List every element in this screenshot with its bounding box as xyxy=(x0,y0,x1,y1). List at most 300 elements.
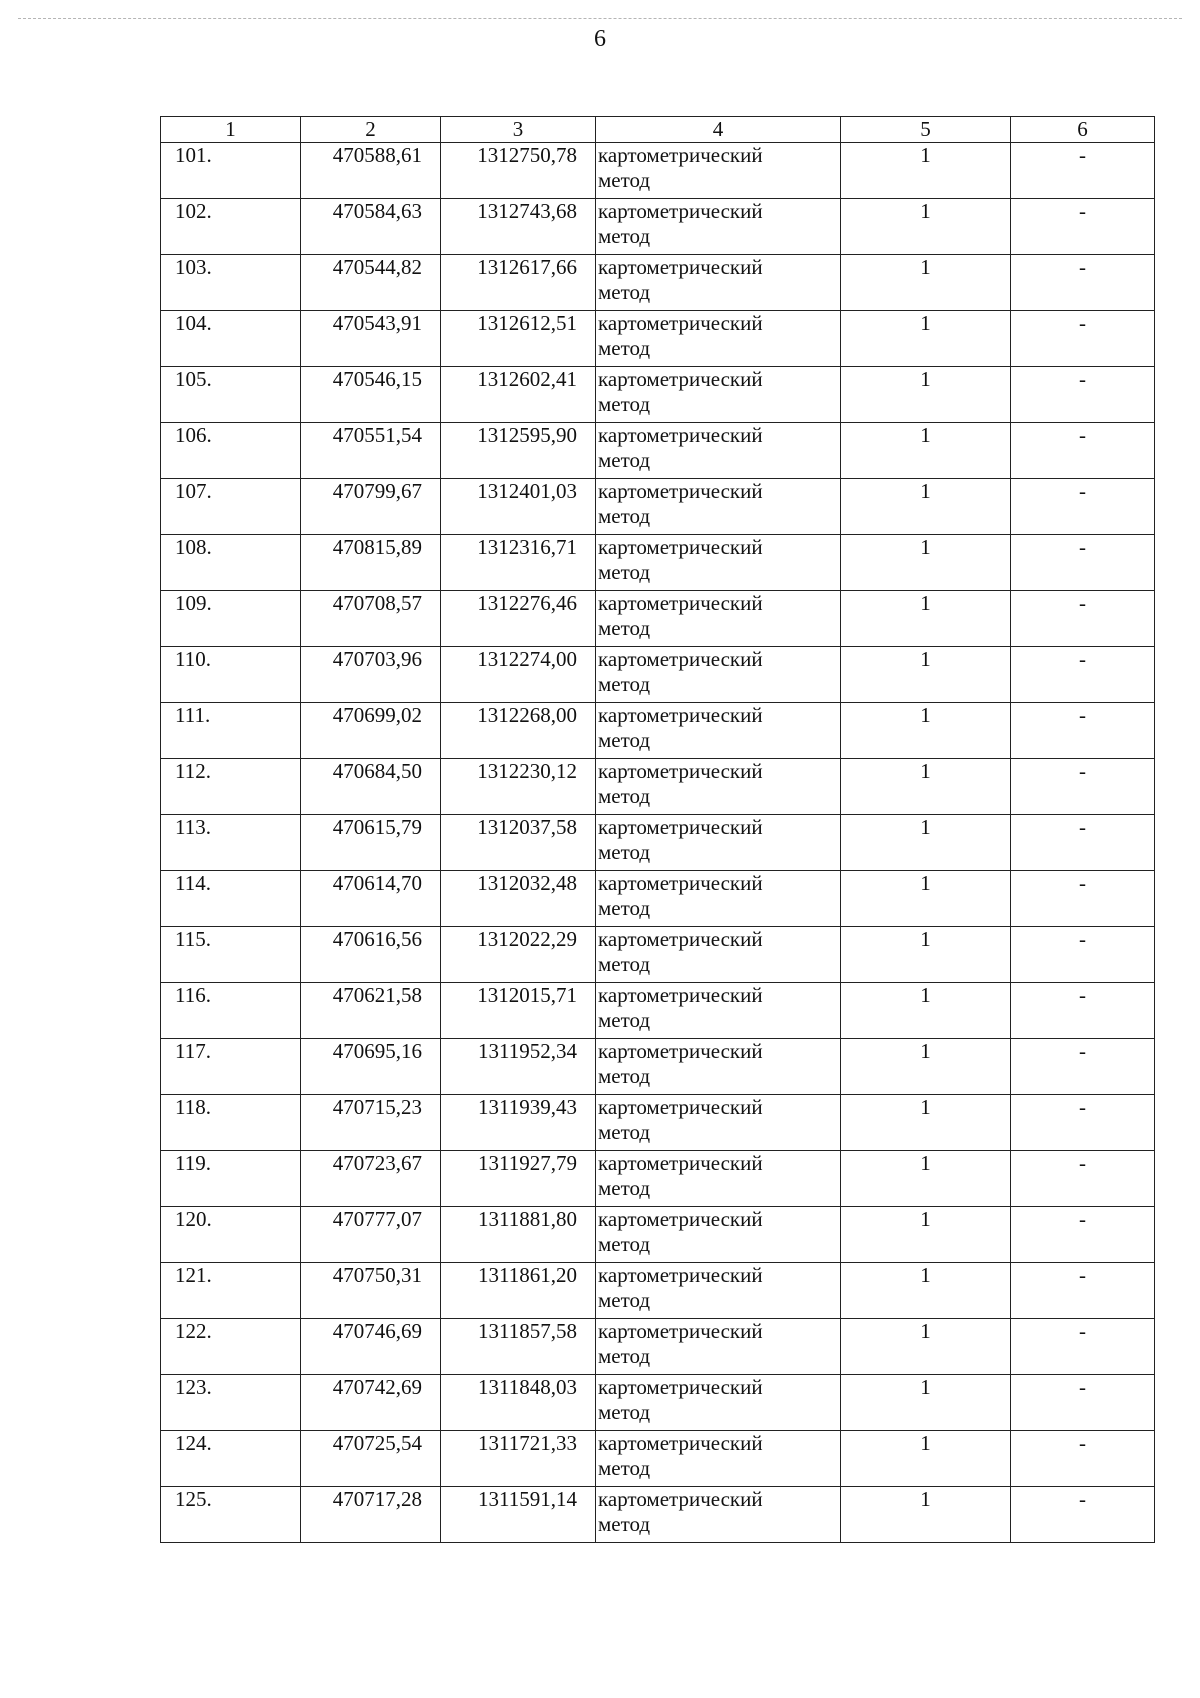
note-cell xyxy=(1011,591,1155,647)
x-coordinate-text: 470742,69 xyxy=(332,1375,422,1399)
y-coordinate-text: 1312401,03 xyxy=(477,479,577,503)
method-text: метод xyxy=(598,168,651,192)
method-cell xyxy=(596,983,841,1039)
method-text: метод xyxy=(598,1344,651,1368)
note-cell xyxy=(1011,143,1155,199)
method-cell xyxy=(596,535,841,591)
point-number-cell xyxy=(161,927,301,983)
y-coordinate-text: 1311881,80 xyxy=(478,1207,577,1231)
point-number-text: 106. xyxy=(175,423,212,447)
note-cell xyxy=(1011,703,1155,759)
note-text: - xyxy=(1079,591,1086,615)
method-cell xyxy=(596,1319,841,1375)
y-coordinate-cell xyxy=(441,143,596,199)
method-cell xyxy=(596,591,841,647)
method-cell xyxy=(596,423,841,479)
x-coordinate-cell xyxy=(301,1487,441,1543)
method-text: картометрический xyxy=(598,143,763,167)
y-coordinate-cell xyxy=(441,1263,596,1319)
note-cell xyxy=(1011,1039,1155,1095)
note-cell xyxy=(1011,1375,1155,1431)
column-header: 6 xyxy=(1011,117,1155,143)
method-text: метод xyxy=(598,1456,651,1480)
point-number-cell xyxy=(161,423,301,479)
accuracy-cell xyxy=(841,199,1011,255)
y-coordinate-cell xyxy=(441,255,596,311)
y-coordinate-cell xyxy=(441,1431,596,1487)
method-cell xyxy=(596,255,841,311)
method-text: картометрический xyxy=(598,815,763,839)
accuracy-cell xyxy=(841,1207,1011,1263)
note-text: - xyxy=(1079,1375,1086,1399)
note-text: - xyxy=(1079,367,1086,391)
y-coordinate-text: 1311927,79 xyxy=(478,1151,577,1175)
y-coordinate-text: 1312595,90 xyxy=(477,423,577,447)
x-coordinate-cell xyxy=(301,535,441,591)
accuracy-cell xyxy=(841,1319,1011,1375)
accuracy-text: 1 xyxy=(920,1375,931,1399)
point-number-cell xyxy=(161,1375,301,1431)
point-number-text: 107. xyxy=(175,479,212,503)
accuracy-text: 1 xyxy=(920,199,931,223)
note-text: - xyxy=(1079,927,1086,951)
accuracy-cell xyxy=(841,1151,1011,1207)
note-text: - xyxy=(1079,1263,1086,1287)
method-cell xyxy=(596,1431,841,1487)
y-coordinate-cell xyxy=(441,1487,596,1543)
method-cell xyxy=(596,311,841,367)
x-coordinate-cell xyxy=(301,1319,441,1375)
accuracy-text: 1 xyxy=(920,1151,931,1175)
method-text: метод xyxy=(598,448,651,472)
y-coordinate-cell xyxy=(441,1319,596,1375)
y-coordinate-cell xyxy=(441,927,596,983)
note-cell xyxy=(1011,199,1155,255)
accuracy-text: 1 xyxy=(920,591,931,615)
method-text: метод xyxy=(598,224,651,248)
point-number-cell xyxy=(161,815,301,871)
method-text: метод xyxy=(598,896,651,920)
point-number-text: 101. xyxy=(175,143,212,167)
table-row xyxy=(161,255,1155,311)
y-coordinate-cell xyxy=(441,1039,596,1095)
point-number-cell xyxy=(161,199,301,255)
accuracy-cell xyxy=(841,423,1011,479)
point-number-text: 125. xyxy=(175,1487,212,1511)
table-row xyxy=(161,1095,1155,1151)
table-body xyxy=(161,117,1155,1543)
x-coordinate-cell xyxy=(301,1263,441,1319)
x-coordinate-text: 470544,82 xyxy=(332,255,422,279)
accuracy-text: 1 xyxy=(920,815,931,839)
table-row xyxy=(161,367,1155,423)
x-coordinate-cell xyxy=(301,479,441,535)
accuracy-text: 1 xyxy=(920,535,931,559)
y-coordinate-cell xyxy=(441,759,596,815)
y-coordinate-text: 1312743,68 xyxy=(477,199,577,223)
y-coordinate-text: 1312015,71 xyxy=(477,983,577,1007)
point-number-text: 120. xyxy=(175,1207,212,1231)
column-header: 2 xyxy=(301,117,441,143)
point-number-text: 112. xyxy=(175,759,211,783)
method-text: метод xyxy=(598,1232,651,1256)
table-row xyxy=(161,1431,1155,1487)
point-number-text: 104. xyxy=(175,311,212,335)
y-coordinate-cell xyxy=(441,647,596,703)
y-coordinate-cell xyxy=(441,535,596,591)
point-number-cell xyxy=(161,1095,301,1151)
method-text: метод xyxy=(598,1008,651,1032)
table-row xyxy=(161,143,1155,199)
note-text: - xyxy=(1079,255,1086,279)
accuracy-cell xyxy=(841,591,1011,647)
method-text: картометрический xyxy=(598,199,763,223)
accuracy-cell xyxy=(841,367,1011,423)
method-text: картометрический xyxy=(598,1151,763,1175)
point-number-cell xyxy=(161,591,301,647)
method-text: картометрический xyxy=(598,367,763,391)
y-coordinate-text: 1311721,33 xyxy=(478,1431,577,1455)
method-text: метод xyxy=(598,336,651,360)
point-number-text: 115. xyxy=(175,927,211,951)
accuracy-text: 1 xyxy=(920,1319,931,1343)
note-text: - xyxy=(1079,423,1086,447)
note-cell xyxy=(1011,1263,1155,1319)
y-coordinate-cell xyxy=(441,423,596,479)
x-coordinate-cell xyxy=(301,143,441,199)
point-number-text: 117. xyxy=(175,1039,211,1063)
y-coordinate-text: 1312750,78 xyxy=(477,143,577,167)
x-coordinate-cell xyxy=(301,367,441,423)
method-text: метод xyxy=(598,1064,651,1088)
x-coordinate-cell xyxy=(301,199,441,255)
method-text: метод xyxy=(598,1400,651,1424)
method-text: картометрический xyxy=(598,1095,763,1119)
x-coordinate-text: 470546,15 xyxy=(332,367,422,391)
point-number-cell xyxy=(161,1207,301,1263)
method-text: картометрический xyxy=(598,759,763,783)
method-cell xyxy=(596,815,841,871)
y-coordinate-cell xyxy=(441,1207,596,1263)
y-coordinate-text: 1312274,00 xyxy=(477,647,577,671)
note-text: - xyxy=(1079,535,1086,559)
method-cell xyxy=(596,143,841,199)
y-coordinate-text: 1312602,41 xyxy=(477,367,577,391)
method-text: метод xyxy=(598,784,651,808)
y-coordinate-cell xyxy=(441,1151,596,1207)
x-coordinate-cell xyxy=(301,1375,441,1431)
method-cell xyxy=(596,1375,841,1431)
point-number-text: 123. xyxy=(175,1375,212,1399)
point-number-cell xyxy=(161,759,301,815)
note-text: - xyxy=(1079,1431,1086,1455)
table-row xyxy=(161,311,1155,367)
method-cell xyxy=(596,1207,841,1263)
x-coordinate-text: 470551,54 xyxy=(332,423,422,447)
point-number-text: 119. xyxy=(175,1151,211,1175)
accuracy-text: 1 xyxy=(920,983,931,1007)
point-number-cell xyxy=(161,1319,301,1375)
table-row xyxy=(161,1375,1155,1431)
accuracy-cell xyxy=(841,1487,1011,1543)
x-coordinate-cell xyxy=(301,423,441,479)
x-coordinate-text: 470543,91 xyxy=(332,311,422,335)
x-coordinate-text: 470621,58 xyxy=(332,983,422,1007)
y-coordinate-cell xyxy=(441,815,596,871)
method-text: метод xyxy=(598,840,651,864)
y-coordinate-text: 1311848,03 xyxy=(478,1375,577,1399)
accuracy-cell xyxy=(841,983,1011,1039)
note-text: - xyxy=(1079,1039,1086,1063)
note-cell xyxy=(1011,1207,1155,1263)
method-text: метод xyxy=(598,1120,651,1144)
accuracy-cell xyxy=(841,759,1011,815)
x-coordinate-cell xyxy=(301,815,441,871)
method-cell xyxy=(596,1487,841,1543)
accuracy-cell xyxy=(841,815,1011,871)
method-cell xyxy=(596,1039,841,1095)
y-coordinate-text: 1312617,66 xyxy=(477,255,577,279)
coordinates-table xyxy=(160,116,1155,1543)
accuracy-text: 1 xyxy=(920,143,931,167)
method-text: картометрический xyxy=(598,255,763,279)
table-row xyxy=(161,703,1155,759)
method-text: картометрический xyxy=(598,927,763,951)
x-coordinate-cell xyxy=(301,703,441,759)
accuracy-cell xyxy=(841,871,1011,927)
accuracy-cell xyxy=(841,1039,1011,1095)
y-coordinate-cell xyxy=(441,199,596,255)
point-number-cell xyxy=(161,367,301,423)
point-number-cell xyxy=(161,871,301,927)
note-cell xyxy=(1011,647,1155,703)
point-number-cell xyxy=(161,311,301,367)
method-text: метод xyxy=(598,1176,651,1200)
point-number-text: 124. xyxy=(175,1431,212,1455)
table-row xyxy=(161,479,1155,535)
point-number-text: 121. xyxy=(175,1263,212,1287)
note-cell xyxy=(1011,927,1155,983)
method-text: метод xyxy=(598,952,651,976)
point-number-cell xyxy=(161,1487,301,1543)
table-row xyxy=(161,1319,1155,1375)
y-coordinate-text: 1312037,58 xyxy=(477,815,577,839)
point-number-cell xyxy=(161,1151,301,1207)
y-coordinate-cell xyxy=(441,1375,596,1431)
method-cell xyxy=(596,927,841,983)
accuracy-cell xyxy=(841,535,1011,591)
point-number-text: 105. xyxy=(175,367,212,391)
note-text: - xyxy=(1079,143,1086,167)
x-coordinate-text: 470725,54 xyxy=(332,1431,422,1455)
table-row xyxy=(161,815,1155,871)
method-cell xyxy=(596,647,841,703)
x-coordinate-cell xyxy=(301,759,441,815)
point-number-text: 122. xyxy=(175,1319,212,1343)
y-coordinate-cell xyxy=(441,479,596,535)
method-cell xyxy=(596,1151,841,1207)
method-text: картометрический xyxy=(598,1431,763,1455)
method-cell xyxy=(596,759,841,815)
note-text: - xyxy=(1079,759,1086,783)
method-text: картометрический xyxy=(598,1039,763,1063)
accuracy-cell xyxy=(841,1375,1011,1431)
x-coordinate-cell xyxy=(301,927,441,983)
y-coordinate-cell xyxy=(441,591,596,647)
accuracy-cell xyxy=(841,927,1011,983)
note-cell xyxy=(1011,983,1155,1039)
y-coordinate-text: 1312612,51 xyxy=(477,311,577,335)
note-text: - xyxy=(1079,1319,1086,1343)
note-text: - xyxy=(1079,1151,1086,1175)
accuracy-text: 1 xyxy=(920,311,931,335)
accuracy-cell xyxy=(841,703,1011,759)
y-coordinate-cell xyxy=(441,871,596,927)
method-cell xyxy=(596,871,841,927)
method-text: картометрический xyxy=(598,703,763,727)
x-coordinate-cell xyxy=(301,255,441,311)
table-row xyxy=(161,199,1155,255)
table-row xyxy=(161,647,1155,703)
method-text: метод xyxy=(598,280,651,304)
note-cell xyxy=(1011,535,1155,591)
note-cell xyxy=(1011,759,1155,815)
accuracy-text: 1 xyxy=(920,927,931,951)
method-text: картометрический xyxy=(598,983,763,1007)
method-text: метод xyxy=(598,1288,651,1312)
accuracy-cell xyxy=(841,479,1011,535)
method-text: картометрический xyxy=(598,311,763,335)
note-cell xyxy=(1011,479,1155,535)
table-row xyxy=(161,1151,1155,1207)
y-coordinate-cell xyxy=(441,1095,596,1151)
point-number-text: 114. xyxy=(175,871,211,895)
point-number-text: 108. xyxy=(175,535,212,559)
note-cell xyxy=(1011,815,1155,871)
x-coordinate-cell xyxy=(301,983,441,1039)
accuracy-text: 1 xyxy=(920,1207,931,1231)
accuracy-text: 1 xyxy=(920,759,931,783)
page-number: 6 xyxy=(594,26,606,52)
point-number-text: 102. xyxy=(175,199,212,223)
accuracy-text: 1 xyxy=(920,703,931,727)
x-coordinate-text: 470746,69 xyxy=(332,1319,422,1343)
method-cell xyxy=(596,1095,841,1151)
point-number-cell xyxy=(161,255,301,311)
x-coordinate-text: 470708,57 xyxy=(332,591,422,615)
y-coordinate-cell xyxy=(441,983,596,1039)
point-number-cell xyxy=(161,143,301,199)
y-coordinate-text: 1312268,00 xyxy=(477,703,577,727)
x-coordinate-text: 470723,67 xyxy=(332,1151,422,1175)
point-number-cell xyxy=(161,535,301,591)
method-cell xyxy=(596,479,841,535)
y-coordinate-cell xyxy=(441,703,596,759)
method-text: картометрический xyxy=(598,1207,763,1231)
point-number-text: 110. xyxy=(175,647,211,671)
accuracy-cell xyxy=(841,1263,1011,1319)
y-coordinate-text: 1312032,48 xyxy=(477,871,577,895)
point-number-cell xyxy=(161,479,301,535)
accuracy-cell xyxy=(841,1095,1011,1151)
x-coordinate-text: 470695,16 xyxy=(332,1039,422,1063)
point-number-text: 103. xyxy=(175,255,212,279)
x-coordinate-text: 470584,63 xyxy=(332,199,422,223)
accuracy-text: 1 xyxy=(920,367,931,391)
y-coordinate-text: 1311952,34 xyxy=(478,1039,577,1063)
x-coordinate-text: 470684,50 xyxy=(332,759,422,783)
x-coordinate-cell xyxy=(301,1207,441,1263)
table-row xyxy=(161,1207,1155,1263)
y-coordinate-cell xyxy=(441,311,596,367)
point-number-cell xyxy=(161,703,301,759)
method-text: метод xyxy=(598,392,651,416)
method-text: картометрический xyxy=(598,479,763,503)
accuracy-text: 1 xyxy=(920,647,931,671)
table-row xyxy=(161,423,1155,479)
accuracy-text: 1 xyxy=(920,871,931,895)
note-cell xyxy=(1011,255,1155,311)
x-coordinate-text: 470777,07 xyxy=(332,1207,422,1231)
point-number-cell xyxy=(161,1431,301,1487)
method-text: картометрический xyxy=(598,1487,763,1511)
accuracy-cell xyxy=(841,311,1011,367)
x-coordinate-cell xyxy=(301,311,441,367)
x-coordinate-text: 470615,79 xyxy=(332,815,422,839)
top-border-line xyxy=(18,18,1182,19)
note-text: - xyxy=(1079,1487,1086,1511)
point-number-text: 116. xyxy=(175,983,211,1007)
column-header: 1 xyxy=(161,117,301,143)
y-coordinate-text: 1311591,14 xyxy=(478,1487,577,1511)
method-text: картометрический xyxy=(598,1375,763,1399)
method-text: метод xyxy=(598,504,651,528)
y-coordinate-text: 1312276,46 xyxy=(477,591,577,615)
point-number-text: 113. xyxy=(175,815,211,839)
accuracy-cell xyxy=(841,255,1011,311)
x-coordinate-text: 470815,89 xyxy=(332,535,422,559)
note-text: - xyxy=(1079,703,1086,727)
x-coordinate-text: 470750,31 xyxy=(332,1263,422,1287)
y-coordinate-cell xyxy=(441,367,596,423)
y-coordinate-text: 1311861,20 xyxy=(478,1263,577,1287)
table-row xyxy=(161,927,1155,983)
x-coordinate-cell xyxy=(301,647,441,703)
accuracy-text: 1 xyxy=(920,1431,931,1455)
point-number-cell xyxy=(161,647,301,703)
accuracy-text: 1 xyxy=(920,1039,931,1063)
note-text: - xyxy=(1079,311,1086,335)
note-text: - xyxy=(1079,479,1086,503)
note-text: - xyxy=(1079,1095,1086,1119)
table-row xyxy=(161,591,1155,647)
y-coordinate-text: 1312230,12 xyxy=(477,759,577,783)
note-cell xyxy=(1011,367,1155,423)
y-coordinate-text: 1312316,71 xyxy=(477,535,577,559)
method-text: картометрический xyxy=(598,591,763,615)
table-row xyxy=(161,1487,1155,1543)
accuracy-text: 1 xyxy=(920,255,931,279)
method-cell xyxy=(596,367,841,423)
x-coordinate-cell xyxy=(301,1095,441,1151)
point-number-cell xyxy=(161,1263,301,1319)
accuracy-cell xyxy=(841,1431,1011,1487)
note-text: - xyxy=(1079,983,1086,1007)
x-coordinate-text: 470588,61 xyxy=(332,143,422,167)
point-number-cell xyxy=(161,983,301,1039)
method-cell xyxy=(596,199,841,255)
point-number-cell xyxy=(161,1039,301,1095)
